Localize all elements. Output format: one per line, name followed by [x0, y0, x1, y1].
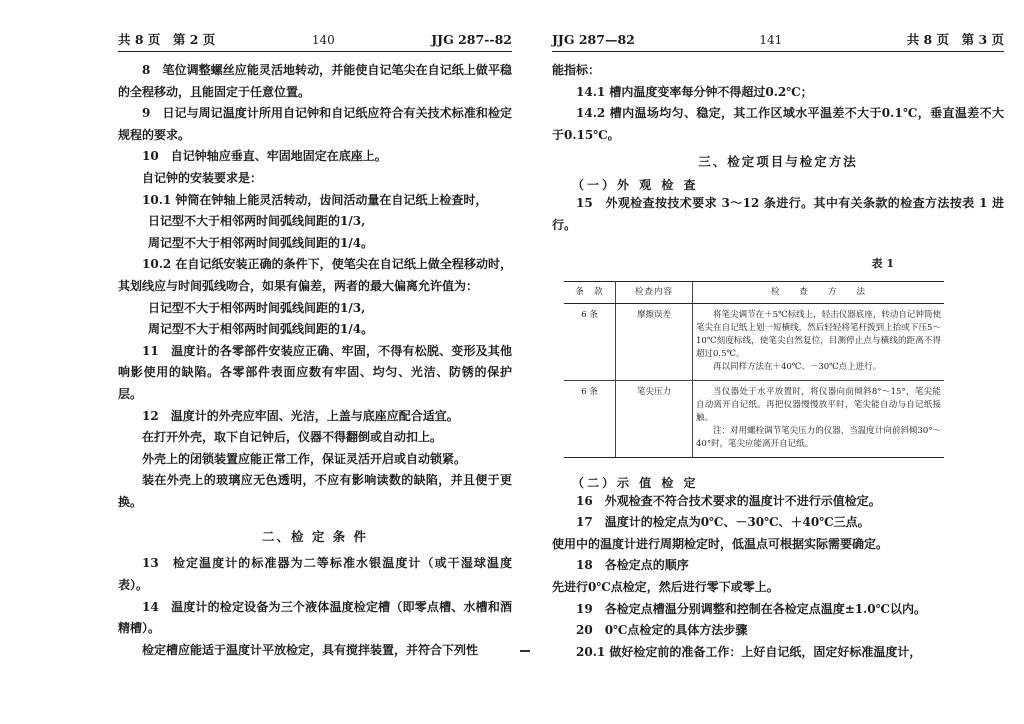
right-page-count: 共 8 页 第 3 页 [906, 32, 1004, 47]
table-cell-clause: 6 条 [564, 303, 616, 380]
left-standard-code: JJG 287--82 [431, 32, 512, 47]
left-paragraphs-after [118, 553, 512, 661]
section-title-conditions: 二、检 定 条 件 [261, 529, 369, 545]
table-cell-item: 摩擦误差 [616, 303, 693, 380]
left-paragraphs-before [118, 60, 512, 513]
left-page-count: 共 8 页 第 2 页 [118, 32, 216, 47]
table-row [564, 303, 944, 380]
method-text: 当仪器处于水平放置时，将仪器向前倾斜8°～15°，笔尖能自动离开自记纸。再把仪器慢慢放平时，笔尖能自动与自记纸接触。 [696, 386, 941, 423]
table-cell-item: 笔尖压力 [616, 380, 693, 457]
table-cell-clause: 6 条 [564, 380, 616, 457]
table-header-method: 检 查 方 法 [693, 281, 945, 303]
paragraph: 8 笔位调整螺丝应能灵活地转动，并能使自记笔尖在自记纸上做平稳的全程移动，且能固定于任意位置。 [118, 63, 512, 99]
paragraph: 16 外观检查不符合技术要求的温度计不进行示值检定。 [576, 493, 881, 508]
paragraph: 外壳上的闭锁装置应能正常工作，保证灵活开启或自动锁紧。 [142, 451, 467, 466]
paragraph: 周记型不大于相邻两时间弧线间距的1/4。 [148, 322, 374, 337]
left-page-number: 140 [311, 33, 335, 47]
table-cell-method [693, 380, 945, 457]
right-page-header [552, 30, 1004, 52]
paragraph: 15 外观检查按技术要求 3～12 条进行。其中有关条款的检查方法按表 1 进行。 [552, 196, 1004, 232]
paragraph: 检定槽应能适于温度计平放检定，具有搅拌装置，并符合下列性 [142, 642, 479, 657]
paragraph: 20 0℃点检定的具体方法步骤 [576, 623, 748, 638]
paragraph: 日记型不大于相邻两时间弧线间距的1/3, [148, 214, 366, 229]
table-header-row [564, 281, 944, 303]
paragraph: 能指标： [552, 63, 601, 77]
paragraph: 11 温度计的各零部件安装应正确、牢固，不得有松脱、变形及其他响影使用的缺陷。各零部件表面应数有牢固、均匀、光洁、防锈的保护层。 [118, 343, 512, 401]
right-page [540, 0, 1024, 724]
table-header-item: 检查内容 [616, 281, 693, 303]
paragraph: 10 自记钟轴应垂直、牢固地固定在底座上。 [142, 149, 387, 164]
subsection-appearance-check: （一）外 观 检 查 [572, 178, 699, 193]
paragraph: 17 温度计的检定点为0℃、－30℃、＋40℃三点。 [576, 515, 870, 530]
paragraph: 12 温度计的外壳应牢固、光洁，上盖与底座应配合适宜。 [142, 408, 459, 423]
inspection-table [564, 281, 944, 458]
paragraph: 20.1 做好检定前的准备工作：上好自记纸，固定好标准温度计， [576, 644, 922, 659]
paragraph: 18 各检定点的顺序 [576, 558, 689, 573]
paragraph: 装在外壳上的玻璃应无色透明，不应有影响读数的缺陷，并且便于更换。 [118, 473, 512, 509]
subsection-indication-check: （二）示 值 检 定 [572, 475, 699, 490]
right-standard-code: JJG 287—82 [552, 32, 635, 47]
method-note: 再以同样方法在＋40℃、－30℃点上进行。 [713, 361, 882, 372]
method-note: 注：对用螺栓调节笔尖压力的仪器，当温度计向前斜倾30°～40°时，笔尖应能离开自记纸。 [696, 425, 941, 449]
right-paragraphs-after [552, 491, 1004, 664]
table-row [564, 380, 944, 457]
paragraph: 在打开外壳，取下自记钟后，仪器不得翻倒或自动扣上。 [142, 430, 443, 445]
paragraph: 13 检定温度计的标准器为二等标准水银温度计（或干湿球温度表）。 [118, 556, 512, 593]
paragraph: 自记钟的安装要求是： [142, 170, 263, 185]
left-page-header [118, 30, 512, 52]
paragraph: 先进行0℃点检定，然后进行零下或零上。 [552, 579, 779, 594]
method-text: 将笔尖调节在＋5℃标线上，轻击仪器底座，转动自记钟筒使笔尖在自记纸上划一短横线，然后轻轻将笔杆拨到上抬或下压5～10℃刻度标线，使笔尖自然复位，目测停止点与横线的距离不得超过0.5℃。 [696, 309, 941, 359]
paragraph: 周记型不大于相邻两时间弧线间距的1/4。 [148, 235, 374, 250]
table-cell-method [693, 303, 945, 380]
table-caption: 表 1 [871, 256, 894, 270]
paragraph: 19 各检定点槽温分别调整和控制在各检定点温度±1.0℃以内。 [576, 601, 927, 616]
paragraph: 使用中的温度计进行周期检定时，低温点可根据实际需要确定。 [552, 536, 889, 551]
table-header-clause: 条 款 [564, 281, 616, 303]
paragraph: 14.1 槽内温度变率每分钟不得超过0.2℃； [576, 84, 813, 99]
section-title-methods: 三、检定项目与检定方法 [698, 154, 858, 170]
right-paragraphs-before [552, 60, 1004, 146]
paragraph: 10.1 钟筒在钟轴上能灵活转动，齿间活动量在自记纸上检查时， [142, 192, 488, 207]
right-page-number: 141 [759, 33, 783, 47]
page-margin-mark [520, 650, 530, 652]
paragraph: 日记型不大于相邻两时间弧线间距的1/3, [148, 300, 366, 315]
paragraph: 14.2 槽内温场均匀、稳定，其工作区域水平温差不大于0.1℃，垂直温差不大于0.15℃。 [552, 106, 1004, 142]
paragraph: 10.2 在自记纸安装正确的条件下，使笔尖在自记纸上做全程移动时，其划线应与时间弧线吻合，如果有偏差，两者的最大偏离允许值为： [118, 257, 512, 293]
paragraph: 14 温度计的检定设备为三个液体温度检定槽（即零点槽、水槽和酒精槽）。 [118, 599, 512, 636]
paragraph: 9 日记与周记温度计所用自记钟和自记纸应符合有关技术标准和检定规程的要求。 [118, 106, 512, 142]
